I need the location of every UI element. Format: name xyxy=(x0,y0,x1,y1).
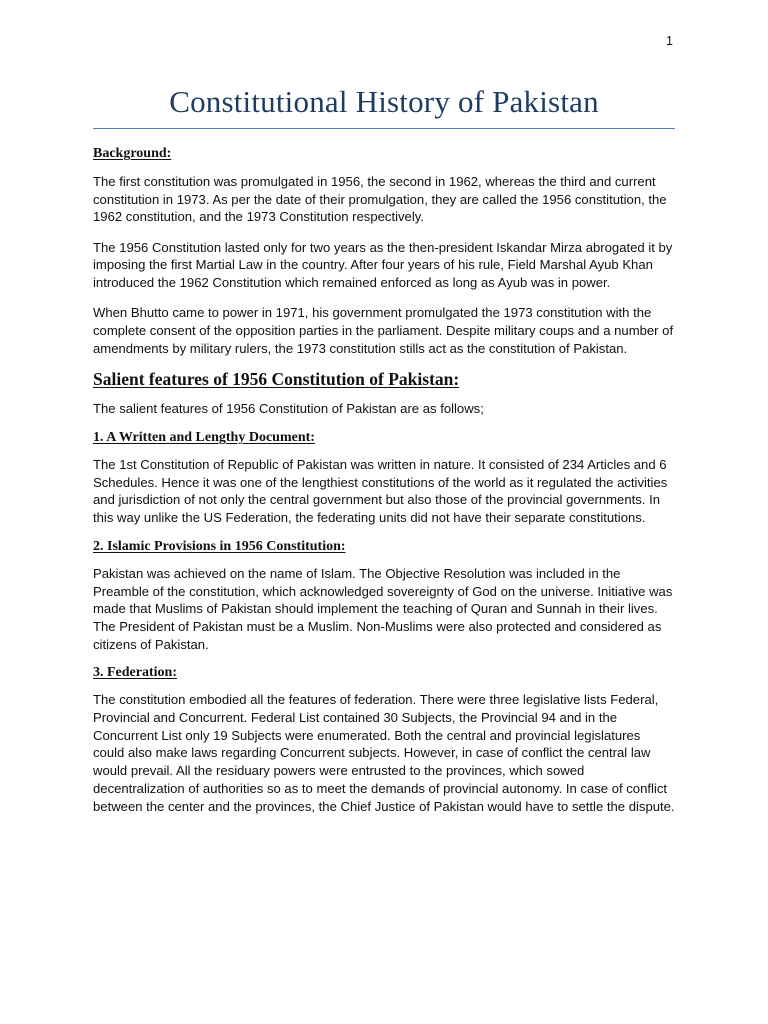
document-body xyxy=(93,146,675,815)
background-paragraph-1: The first constitution was promulgated in 1956, the second in 1962, whereas the third and current constitution in 1973. As per the date of their promulgation, they are called the 1956 constitution, the 1962 constitution, and the 1973 Constitution respectively. xyxy=(93,174,667,225)
section-heading-islamic-provisions: 2. Islamic Provisions in 1956 Constitution: xyxy=(93,538,346,554)
document-title: Constitutional History of Pakistan xyxy=(169,84,599,119)
page-number: 1 xyxy=(666,34,673,48)
salient-features-intro: The salient features of 1956 Constitution of Pakistan are as follows; xyxy=(93,401,484,417)
section-heading-written-document: 1. A Written and Lengthy Document: xyxy=(93,430,315,446)
title-divider xyxy=(93,128,675,129)
section-text-islamic-provisions: Pakistan was achieved on the name of Islam. The Objective Resolution was included in the Preamble of the constitution, which acknowledged sovereignty of God on the universe. Initiative was made that Muslims of Pakistan should implement the teaching of Quran and Sunnah in their lives. The President of Pakistan must be a Muslim. Non-Muslims were also protected and considered as citizens of Pakistan. xyxy=(93,565,673,652)
section-heading-federation: 3. Federation: xyxy=(93,665,177,681)
background-paragraph-2: The 1956 Constitution lasted only for two years as the then-president Iskandar Mirza abrogated it by imposing the first Martial Law in the country. After four years of his rule, Field Marshal Ayub Khan introduced the 1962 Constitution which remained enforced as long as Ayub was in power. xyxy=(93,239,673,291)
salient-features-heading: Salient features of 1956 Constitution of Pakistan: xyxy=(93,369,460,390)
section-text-federation: The constitution embodied all the features of federation. There were three legislative lists Federal, Provincial and Concurrent. Federal List contained 30 Subjects, the Provincial 94 and in the Concurrent List only 19 Subjects were enumerated. Both the central and provincial legislatures could also make laws regarding Concurrent subjects. However, in case of conflict the central law would prevail. All the residuary powers were entrusted to the provinces, which sowed decentralization of authorities so as to meet the demands of provincial autonomy. In case of conflict between the center and the provinces, the Chief Justice of Pakistan would have to settle the dispute. xyxy=(93,692,675,814)
background-paragraph-3: When Bhutto came to power in 1971, his government promulgated the 1973 constitution with the complete consent of the opposition parties in the parliament. Despite military coups and a number of amendments by military rulers, the 1973 constitution stills act as the constitution of Pakistan. xyxy=(93,305,674,356)
background-heading: Background: xyxy=(93,146,172,161)
section-text-written-document: The 1st Constitution of Republic of Pakistan was written in nature. It consisted of 234 Articles and 6 Schedules. Hence it was one of the lengthiest constitutions of the world as it regulated the activities and jurisdiction of not only the central government but also those of the provincial governments. In this way unlike the US Federation, the federating units did not have their separate constitutions. xyxy=(93,457,668,526)
